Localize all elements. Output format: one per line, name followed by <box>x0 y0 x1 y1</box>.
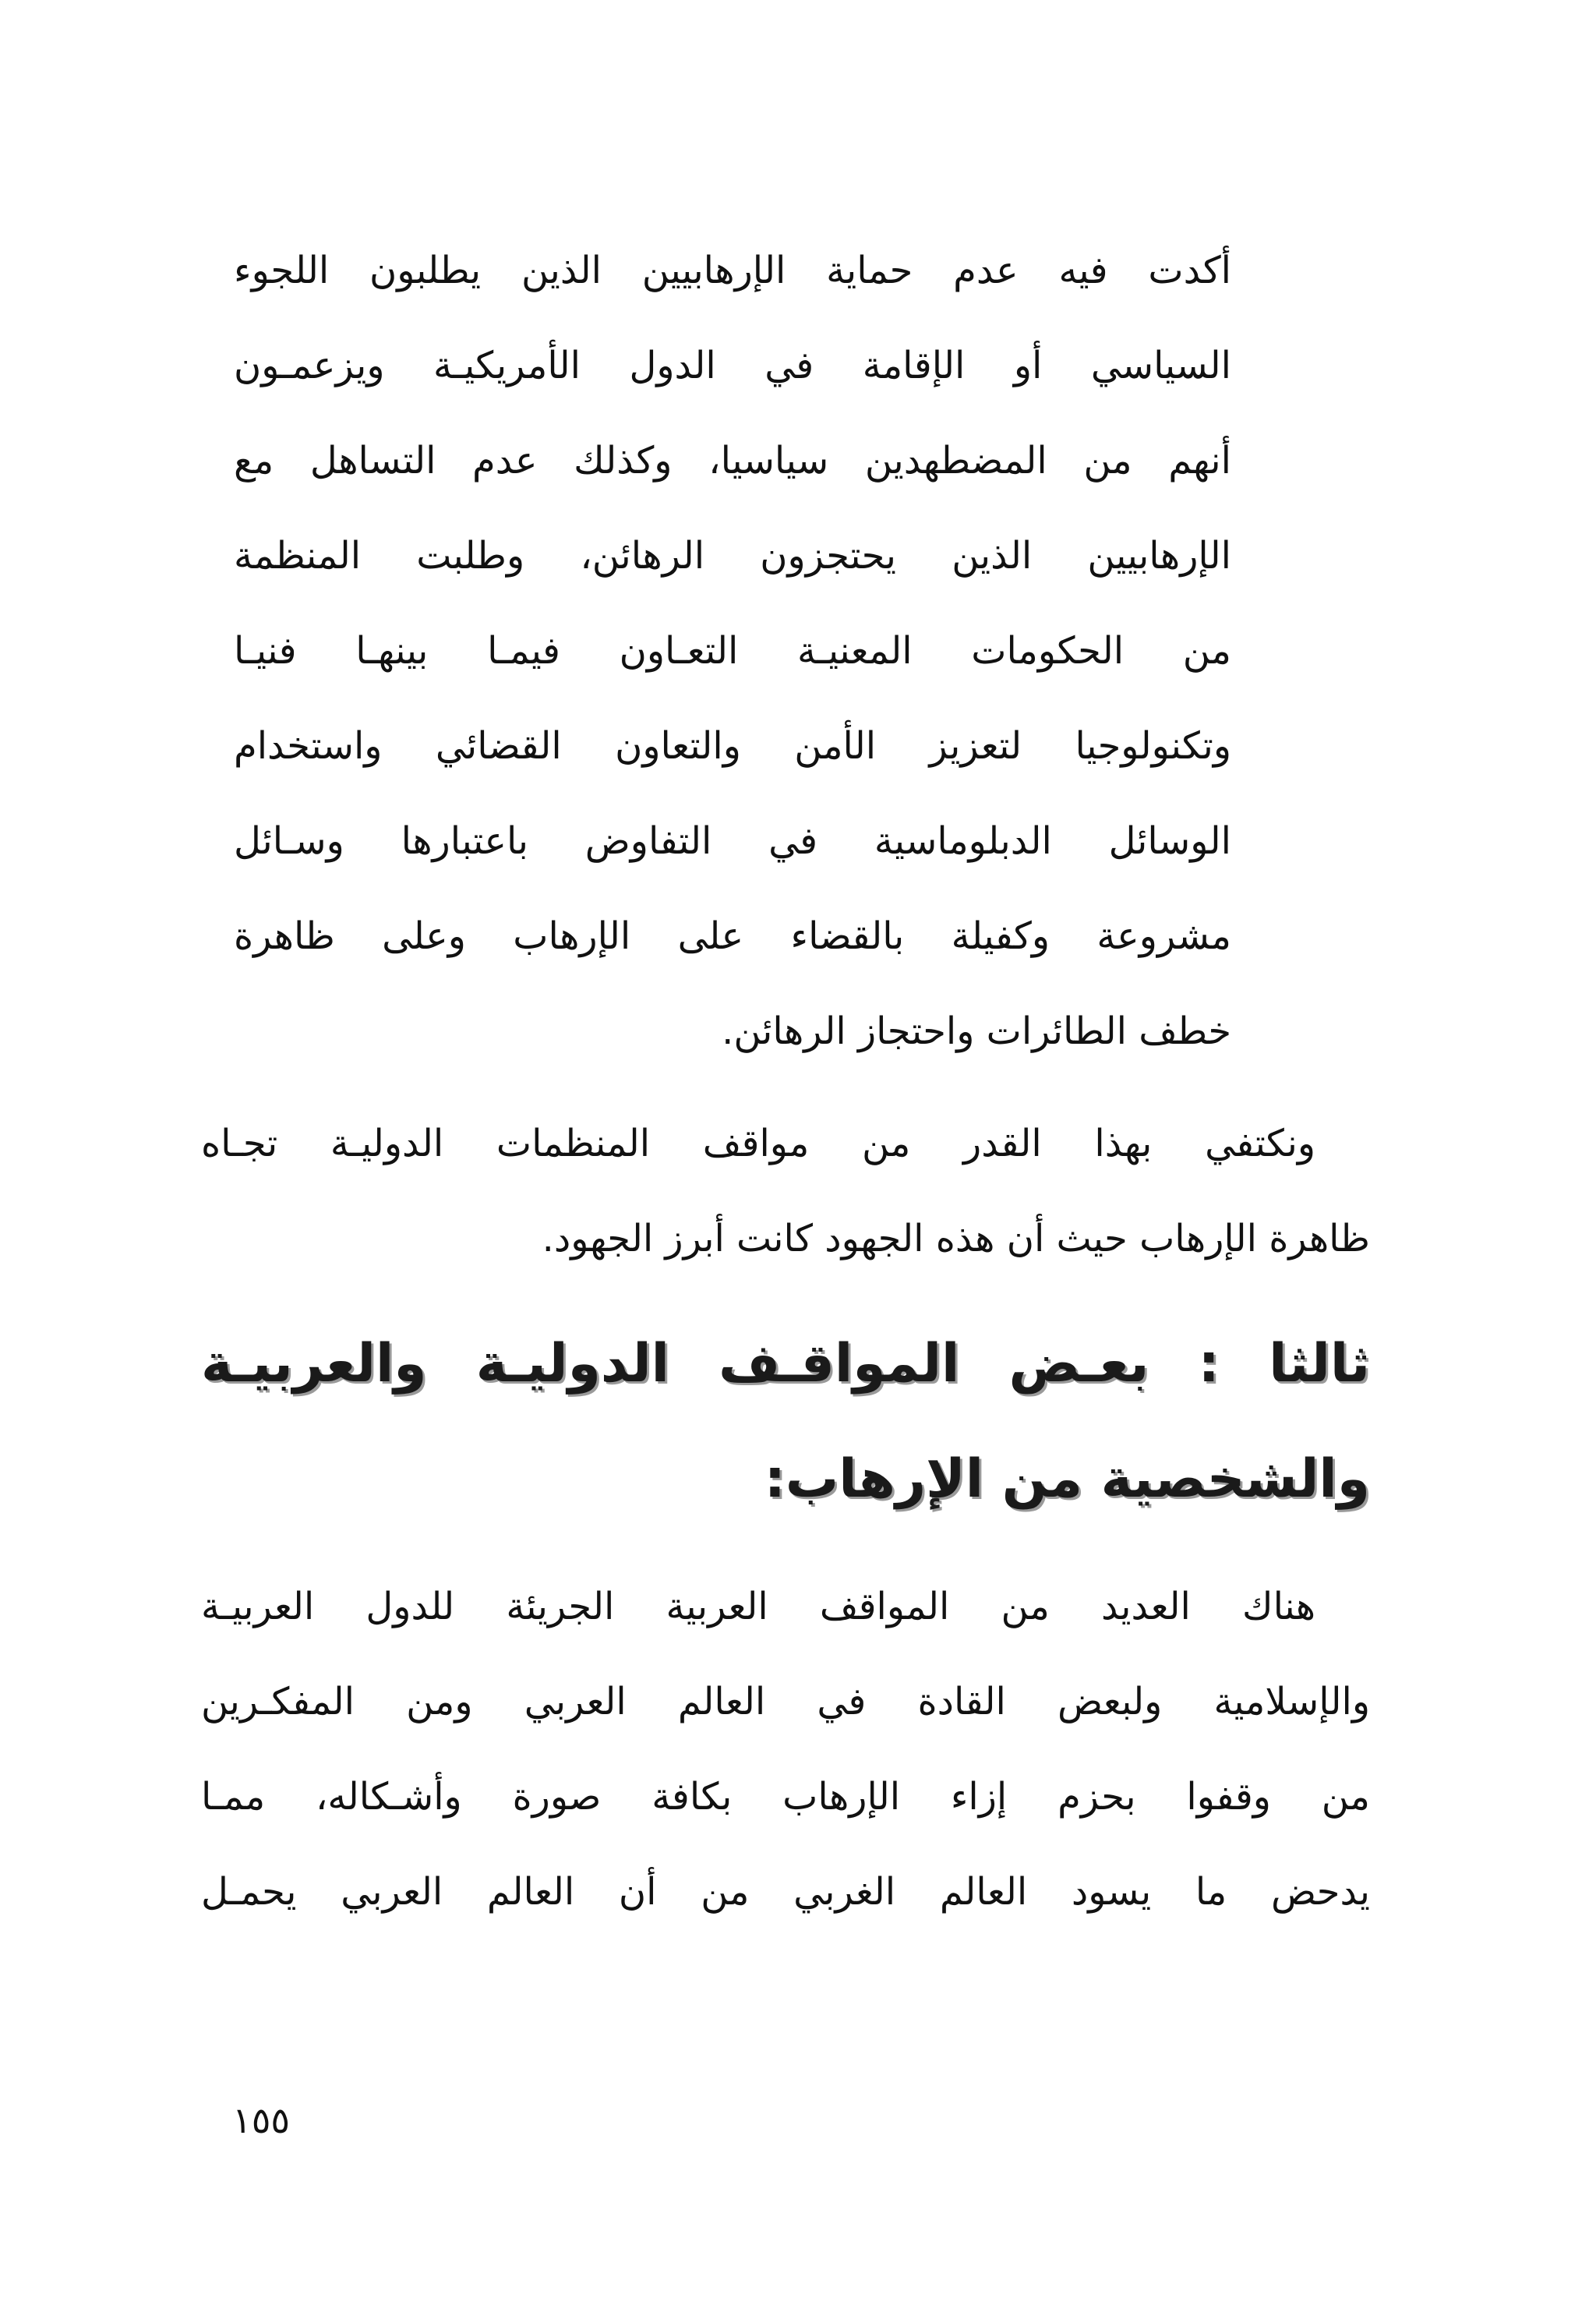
paragraph-2-line: ونكتفي بهذا القدر من مواقف المنظمات الدوليـة تجـاه <box>201 1122 1315 1165</box>
paragraph-3-line: يدحض ما يسود العالم الغربي من أن العالم العربي يحمـل <box>201 1870 1370 1914</box>
paragraph-1-line: من الحكومات المعنيـة التعـاون فيمـا بينهـا فنيـا <box>234 629 1231 673</box>
section-heading-line: والشخصية من الإرهاب: <box>764 1448 1370 1510</box>
paragraph-2-line: ظاهرة الإرهاب حيث أن هذه الجهود كانت أبرز الجهود. <box>542 1217 1370 1260</box>
paragraph-3-line: والإسلامية ولبعض القادة في العالم العربي ومن المفكـرين <box>201 1680 1370 1723</box>
page-number: ١٥٥ <box>232 2099 291 2141</box>
section-heading-line: ثالثا : بعـض المواقـف الدوليـة والعربيـة <box>201 1333 1370 1395</box>
paragraph-1-line: مشروعة وكفيلة بالقضاء على الإرهاب وعلى ظاهرة <box>234 914 1231 958</box>
paragraph-1-line: أنهم من المضطهدين سياسيا، وكذلك عدم التساهل مع <box>234 439 1231 483</box>
paragraph-1-line: أكدت فيه عدم حماية الإرهابيين الذين يطلبون اللجوء <box>234 249 1231 292</box>
paragraph-1-line: السياسي أو الإقامة في الدول الأمريكيـة ويزعمـون <box>234 344 1231 387</box>
paragraph-1-line: الإرهابيين الذين يحتجزون الرهائن، وطلبت المنظمة <box>234 534 1231 578</box>
paragraph-1-line: خطف الطائرات واحتجاز الرهائن. <box>722 1009 1231 1053</box>
paragraph-3-line: من وقفوا بحزم إزاء الإرهاب بكافة صورة وأشـكاله، ممـا <box>201 1775 1370 1819</box>
paragraph-1-line: الوسائل الدبلوماسية في التفاوض باعتبارها وسـائل <box>234 819 1231 863</box>
paragraph-3-line: هناك العديد من المواقف العربية الجريئة للدول العربيـة <box>201 1585 1315 1628</box>
paragraph-1-line: وتكنولوجيا لتعزيز الأمن والتعاون القضائي واستخدام <box>234 724 1231 768</box>
